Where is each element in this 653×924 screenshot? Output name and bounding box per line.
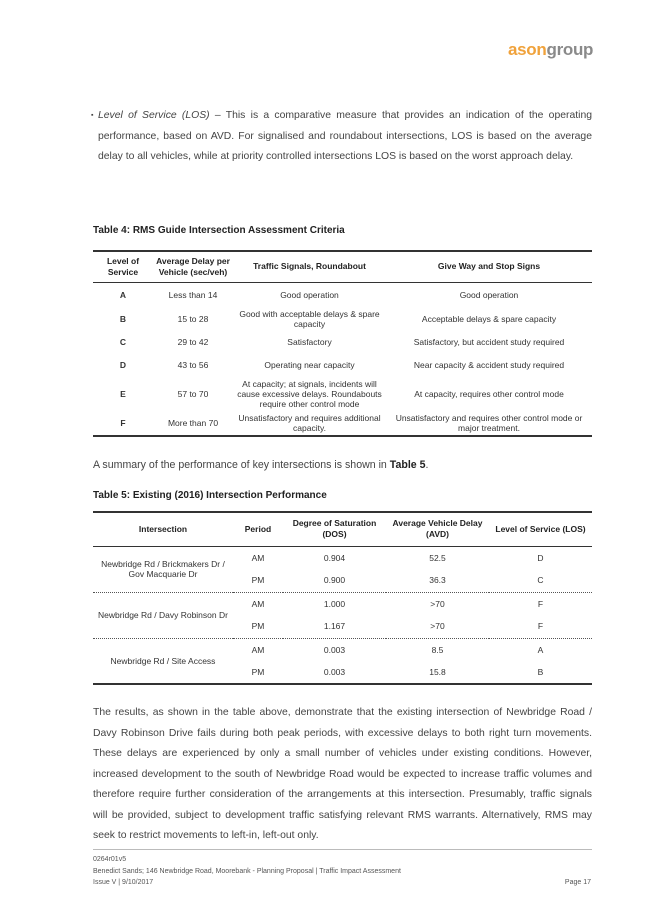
table4-cell: Acceptable delays & spare capacity — [421, 313, 557, 324]
table5-cell: F — [537, 621, 544, 632]
table4-cell: Unsatisfactory and requires other control mode or major treatment. — [395, 413, 583, 433]
los-grade-cell: C — [119, 336, 127, 347]
footer-ref: 0264r01v5 — [93, 856, 127, 863]
table5-cell: A — [489, 638, 592, 661]
table4-cell: 43 to 56 — [177, 359, 209, 370]
intersection-name-cell: Newbridge Rd / Site Access — [93, 638, 233, 684]
table5-cell: 0.904 — [323, 552, 346, 563]
table4-cell: Good operation — [459, 289, 519, 300]
table4-caption: Table 4: RMS Guide Intersection Assessment Criteria — [93, 225, 345, 236]
table5-cell: 0.900 — [323, 575, 346, 586]
table4-row — [93, 353, 592, 376]
table4-header-cell: Give Way and Stop Signs — [437, 261, 541, 272]
table4-cell: Unsatisfactory and requires additional capacity. — [238, 413, 381, 433]
table5-cell: F — [489, 592, 592, 615]
table4-cell: Satisfactory — [287, 336, 332, 347]
table5-row — [93, 592, 592, 615]
table5-header-cell: Period — [244, 523, 272, 534]
company-logo: asongroup — [508, 40, 594, 59]
los-bullet — [91, 106, 592, 168]
los-grade-cell: E — [120, 388, 126, 399]
table4-cell: Less than 14 — [168, 289, 218, 300]
table5-cell: AM — [251, 552, 265, 563]
table5-caption: Table 5: Existing (2016) Intersection Performance — [93, 490, 327, 501]
los-grade-cell: D — [119, 359, 127, 370]
los-grade-cell: B — [119, 313, 127, 324]
table5-header-cell: Level of Service (LOS) — [495, 523, 586, 534]
table4-cell: 57 to 70 — [177, 388, 209, 399]
table5-cell: 52.5 — [429, 552, 446, 563]
los-definition: – This is a comparative measure that provides an indication of the operating performance, based on AVD. For signalised and roundabout intersections, LOS is based on the average delay to all vehicles, while at priority controlled intersections LOS is based on the worst approach delay. — [98, 110, 592, 162]
table5-cell: PM — [251, 575, 265, 586]
table5-cell: 0.003 — [283, 638, 386, 661]
los-grade-cell: F — [120, 418, 126, 428]
table5-cell: C — [537, 575, 544, 586]
table4-row — [93, 376, 592, 411]
table5-header-cell: Intersection — [138, 523, 188, 534]
table4-cell: Good operation — [280, 289, 339, 300]
table4-row — [93, 282, 592, 307]
table5-row — [93, 638, 592, 661]
table5-row — [93, 546, 592, 569]
intersection-name-cell: Newbridge Rd / Davy Robinson Dr — [93, 592, 233, 638]
table4-row — [93, 307, 592, 330]
footer-issue: Issue V | 9/10/2017 — [93, 879, 154, 886]
table5-cell: PM — [251, 667, 265, 677]
table5-header-cell: Average Vehicle Delay (AVD) — [392, 518, 483, 540]
table5-cell: 36.3 — [429, 575, 446, 586]
table5-intersection-performance — [93, 511, 592, 685]
results-paragraph: The results, as shown in the table above, demonstrate that the existing intersection of Newbridge Road / Davy Robinson Drive fails during both peak periods, with excessive delays to both right turn movements. These delays are experienced by only a small number of vehicles under existing conditions. However, increased development to the south of Newbridge Road would be expected to increase traffic volumes and therefore require further consideration of the arrangements at this intersection. Presumably, traffic signals will be provided, subject to development traffic satisfying relevant RMS warrants. Alternatively, RMS may seek to restrict movements to left-in, left-out only. — [93, 707, 592, 841]
table4-cell: 29 to 42 — [177, 336, 209, 347]
bullet-marker: ▪ — [91, 112, 94, 119]
table5-cell: B — [537, 667, 544, 677]
table4-header-cell: Traffic Signals, Roundabout — [253, 261, 366, 272]
table4-cell: Good with acceptable delays & spare capacity — [239, 308, 380, 329]
los-grade-cell: A — [119, 289, 127, 300]
table5-cell: AM — [233, 638, 283, 661]
footer-project: Benedict Sands; 146 Newbridge Road, Moorebank - Planning Proposal | Traffic Impact Assessment — [93, 868, 401, 875]
table5-cell: 15.8 — [429, 667, 446, 677]
table5-cell: >70 — [386, 592, 489, 615]
table4-cell: Satisfactory, but accident study required — [413, 336, 565, 347]
page-number: Page 17 — [564, 879, 591, 886]
table4-los-criteria — [93, 250, 592, 437]
table4-header-cell: Average Delay per Vehicle (sec/veh) — [156, 255, 230, 277]
table4-cell: Near capacity & accident study required — [413, 359, 565, 370]
table4-cell: At capacity, requires other control mode — [414, 388, 564, 399]
table4-cell: Operating near capacity — [264, 359, 355, 370]
table5-cell: AM — [233, 592, 283, 615]
table5-cell: D — [537, 552, 544, 563]
table5-cell: PM — [251, 621, 265, 632]
summary-line: A summary of the performance of key intersections is shown in Table 5. — [93, 459, 429, 471]
table4-header-cell: Level of Service — [106, 255, 140, 277]
los-term: Level of Service (LOS) — [98, 110, 210, 121]
table5-cell: 8.5 — [386, 638, 489, 661]
table4-row — [93, 330, 592, 353]
table5-cell: >70 — [430, 621, 445, 632]
table5-ref: Table 5 — [389, 459, 426, 471]
table5-header-cell: Degree of Saturation (DOS) — [292, 518, 377, 540]
footer-rule — [93, 849, 592, 850]
intersection-name-cell: Newbridge Rd / Brickmakers Dr / Gov Macquarie Dr — [101, 559, 225, 579]
table4-row — [93, 411, 592, 436]
table5-cell: 1.000 — [283, 592, 386, 615]
table5-cell: 0.003 — [323, 667, 346, 677]
table4-cell: More than 70 — [167, 418, 219, 428]
table5-cell: 1.167 — [323, 621, 346, 632]
table4-cell: 15 to 28 — [177, 313, 209, 324]
table4-cell: At capacity; at signals, incidents will cause excessive delays. Roundabouts require other control mode — [237, 378, 382, 409]
